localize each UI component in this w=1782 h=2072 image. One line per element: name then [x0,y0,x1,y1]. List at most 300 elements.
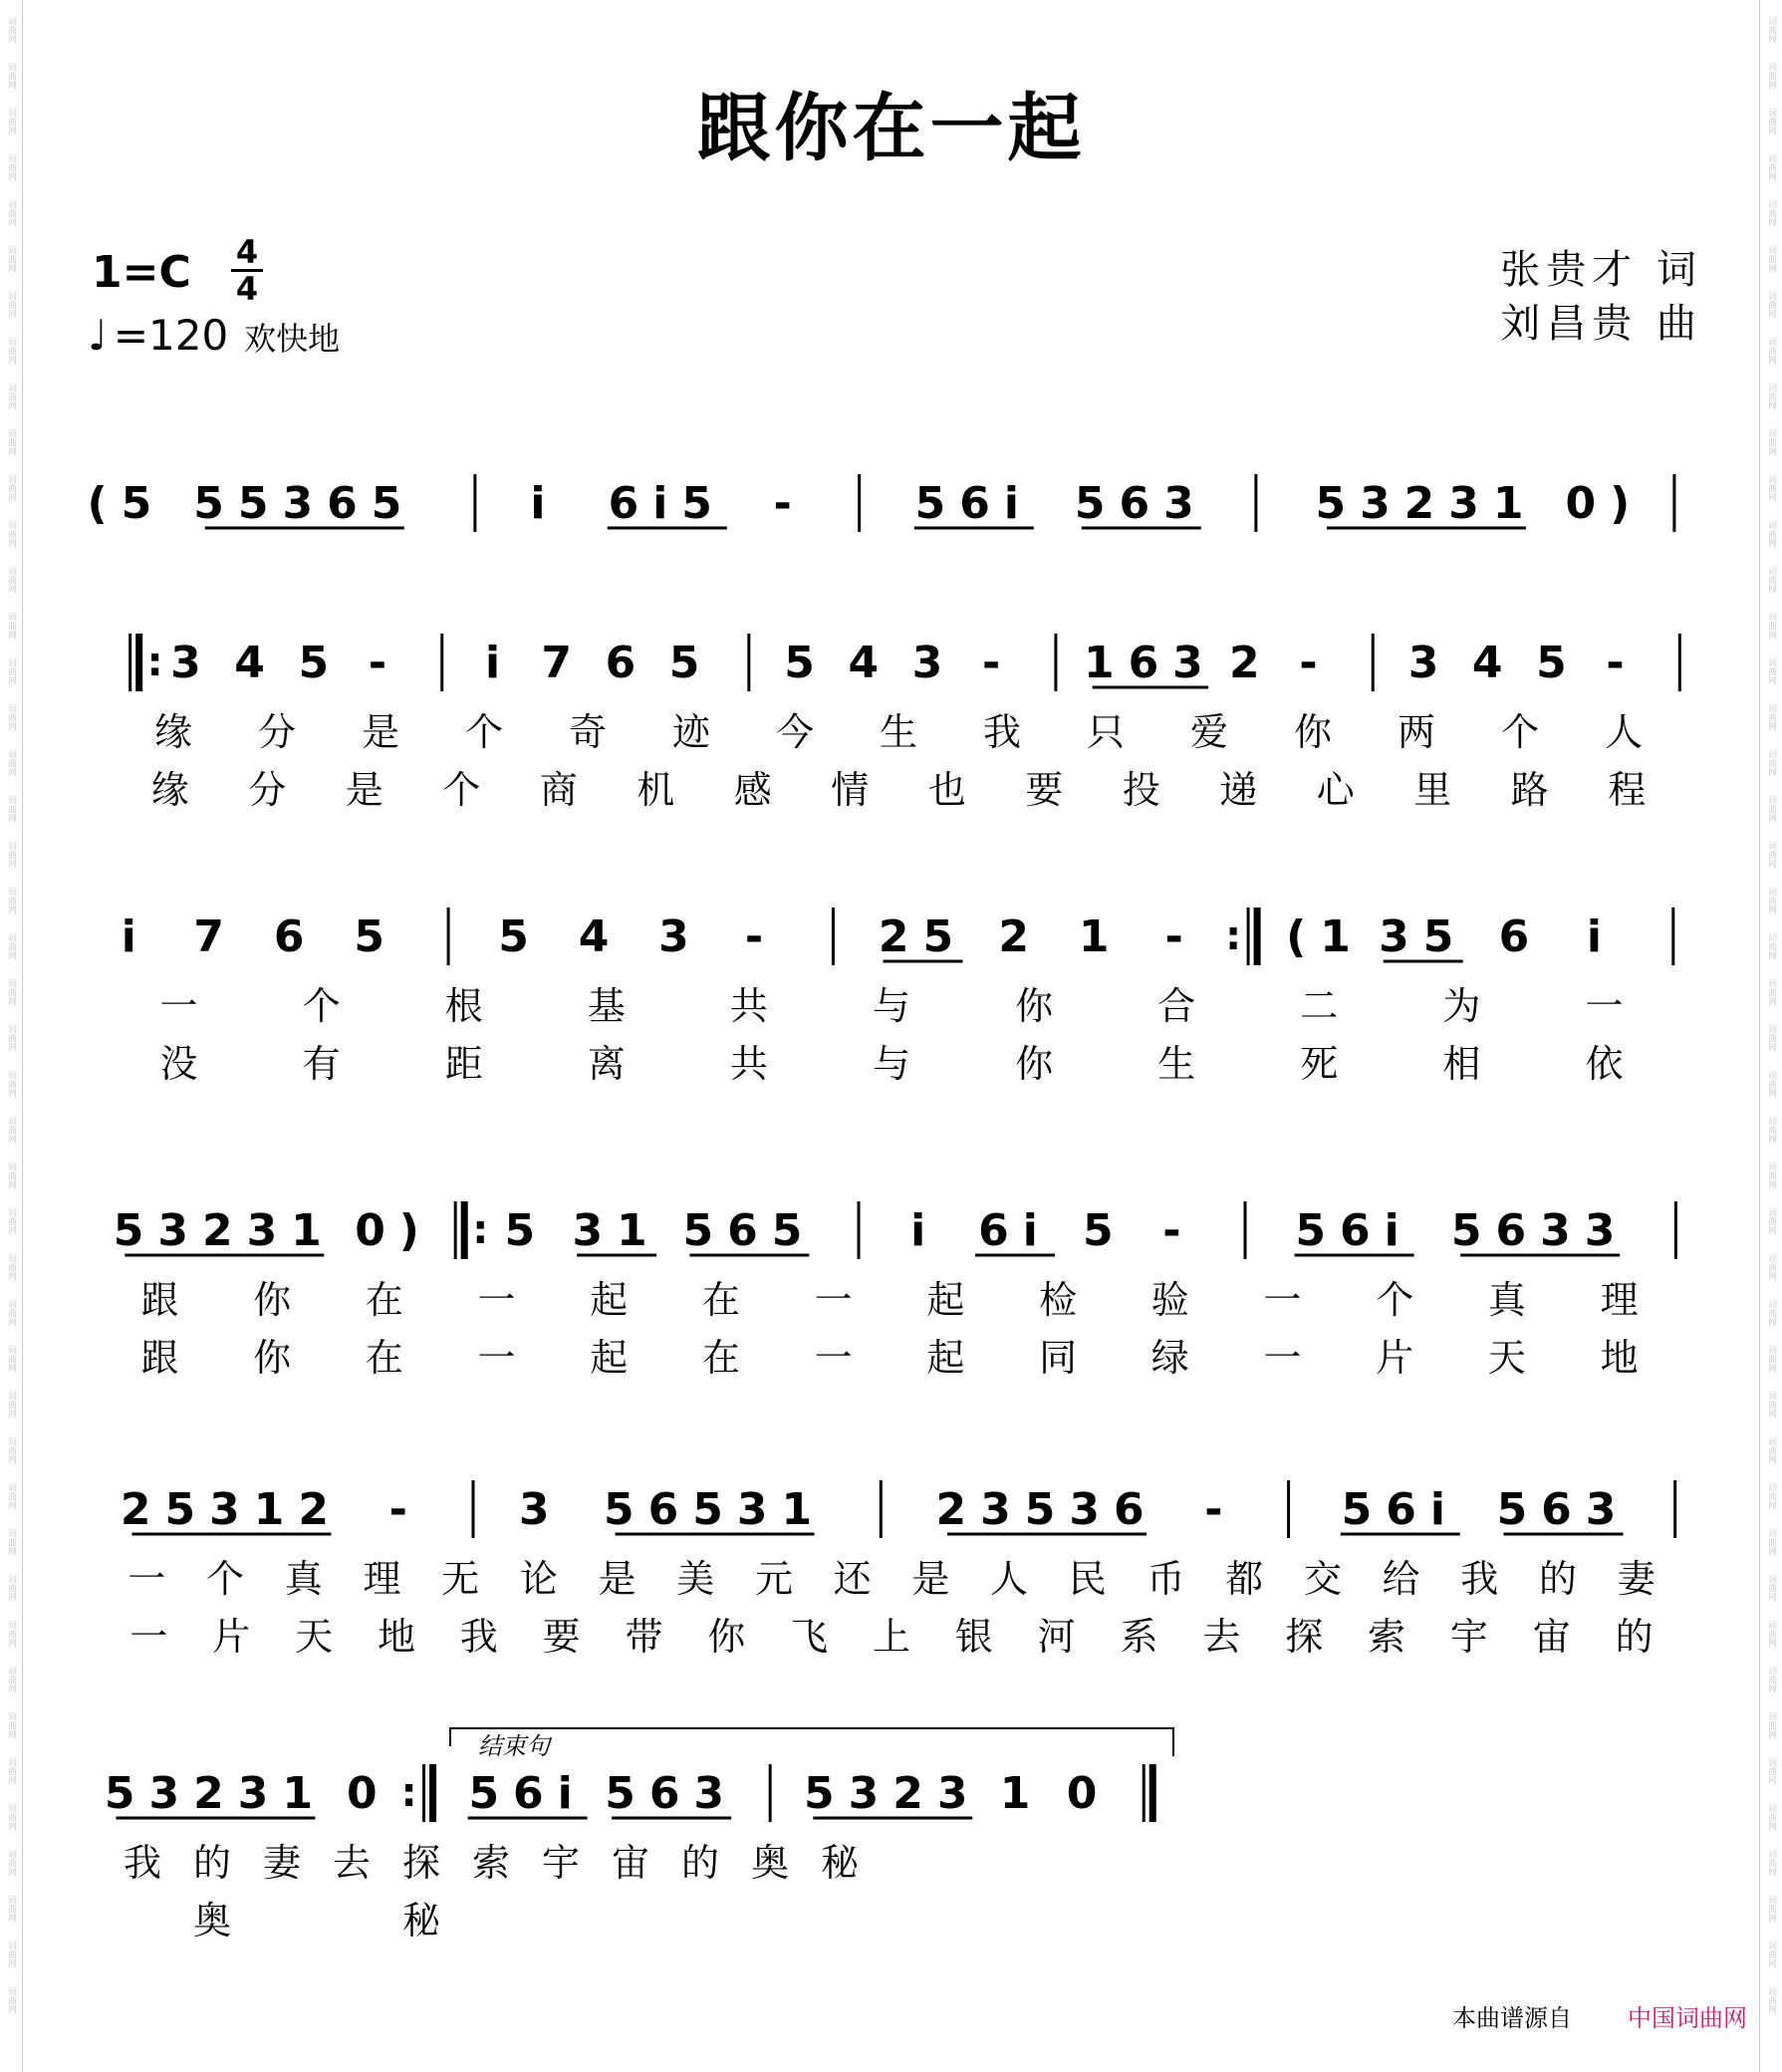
right-watermark: 词曲网 [1766,703,1776,731]
lyric-char: 币 [1146,1557,1185,1601]
right-watermark: 词曲网 [1766,749,1776,777]
right-watermark: 词曲网 [1766,1528,1776,1556]
lyric-char: 与 [872,984,911,1028]
note-group: 1 [999,1768,1045,1819]
lyric-char: 的 [1615,1615,1654,1659]
lyric-char: 依 [1585,1042,1624,1086]
left-watermark: 词曲网 [6,1207,16,1235]
lyric-char: 一 [127,1557,166,1601]
lyric-char: 的 [680,1841,720,1885]
lyric-char: 的 [1538,1557,1577,1601]
lyric-char: 起 [926,1278,965,1322]
left-watermark: 词曲网 [6,1757,16,1785]
lyric-char: 元 [754,1557,793,1601]
left-watermark: 词曲网 [6,1895,16,1923]
tempo-value: =120 [113,311,229,360]
lyric-char: 秘 [820,1841,860,1885]
repeat-end-dots: : [1225,913,1242,959]
lyric-char: 你 [253,1336,292,1380]
note-group: 6 [273,911,319,962]
right-watermark: 词曲网 [1766,1299,1776,1327]
note-group: 563 [1496,1484,1631,1535]
lyric-char: 飞 [790,1615,829,1659]
left-watermark: 词曲网 [6,978,16,1006]
note-group: 5 [298,638,344,688]
left-watermark: 词曲网 [6,749,16,777]
lyric-char: 上 [872,1615,911,1659]
right-watermark: 词曲网 [1766,1620,1776,1648]
lyric-char: 分 [257,710,297,754]
lyric-char: 是 [911,1557,950,1601]
lyric-char: 你 [1015,984,1054,1028]
right-watermark: 词曲网 [1766,291,1776,319]
left-watermark: 词曲网 [6,1803,16,1831]
note-group: 2 [998,911,1044,962]
lyric-char: 都 [1225,1557,1264,1601]
lyric-char: 论 [519,1557,558,1601]
note-group: 35 [1379,911,1468,962]
lyric-char: 路 [1510,768,1549,812]
note-group: 563 [1074,478,1208,529]
lyric-char: 检 [1039,1278,1078,1322]
right-watermark: 词曲网 [1766,1070,1776,1098]
lyric-char: 给 [1382,1557,1420,1601]
lyric-char: 一 [1263,1336,1302,1380]
note-group: 31 [572,1205,661,1256]
left-watermark: 词曲网 [6,1345,16,1373]
lyric-char: 个 [206,1557,245,1601]
left-watermark: 词曲网 [6,245,16,273]
lyric-char: 为 [1442,984,1481,1028]
lyric-char: 生 [879,710,918,754]
left-watermark: 词曲网 [6,1528,16,1556]
lyric-char: 天 [295,1615,334,1659]
right-watermark: 词曲网 [1766,566,1776,594]
left-watermark: 词曲网 [6,16,16,44]
lyric-char: 地 [1600,1336,1639,1380]
lyric-char: 一 [1263,1278,1302,1322]
note-group: 53231 [113,1205,336,1256]
note-group: 5 [354,911,398,962]
song-title: 跟你在一起 [696,86,1086,171]
note-group: 4 [578,911,624,962]
note-group: 55365 [193,478,416,529]
note-group: - [368,638,401,688]
lyric-char: 在 [365,1336,403,1380]
note-group: - [1164,911,1197,962]
note-group: 6 [605,638,650,688]
lyric-char: 相 [1442,1042,1481,1086]
note-group: - [1299,638,1332,688]
left-watermark: 词曲网 [6,657,16,685]
right-watermark: 词曲网 [1766,1803,1776,1831]
lyric-char: 片 [212,1615,251,1659]
left-watermark: 词曲网 [6,1162,16,1189]
note-group: 1 [1078,911,1124,962]
lyric-char: 商 [539,768,578,812]
note-group: 163 [1083,638,1217,688]
lyric-char: 一 [477,1336,516,1380]
note-group: 5323 [804,1768,982,1819]
lyric-char: 投 [1122,768,1160,812]
note-group: - [388,1484,421,1535]
lyric-char: 真 [284,1557,323,1601]
lyric-char: 共 [729,1042,768,1086]
lyric-char: 一 [477,1278,516,1322]
note-group: 6i5 [608,478,726,529]
note-group: - [1606,638,1639,688]
note-group: 53231 [104,1768,327,1819]
right-watermark: 词曲网 [1766,841,1776,869]
lyric-char: 根 [444,984,483,1028]
lyric-char: 是 [598,1557,636,1601]
lyric-char: 天 [1487,1336,1526,1380]
lyric-char: 跟 [140,1278,179,1322]
note-group: 56i [1341,1484,1459,1535]
left-watermark: 词曲网 [6,703,16,731]
note-group: - [1162,1205,1195,1256]
ending-label: 结束句 [478,1732,550,1760]
right-watermark: 词曲网 [1766,795,1776,823]
lyric-char: 的 [192,1841,232,1885]
lyric-char: 情 [831,768,870,812]
lyric-char: 爱 [1189,710,1229,754]
note-group: i [1586,911,1616,962]
lyric-char: 递 [1219,768,1258,812]
lyric-char: 奇 [568,710,608,754]
lyric-char: 要 [542,1615,581,1659]
right-watermark: 词曲网 [1766,16,1776,44]
note-group: 3 [518,1484,564,1535]
left-watermark: 词曲网 [6,612,16,640]
lyric-char: 距 [444,1042,483,1086]
lyric-char: 宙 [1532,1615,1571,1659]
right-watermark: 词曲网 [1766,932,1776,960]
note-group: 56i [1295,1205,1413,1256]
lyric-char: 片 [1376,1336,1414,1380]
lyric-char: 同 [1039,1336,1078,1380]
note-group: 0) [355,1205,433,1256]
note-group: 23536 [935,1484,1158,1535]
lyric-char: 还 [833,1557,872,1601]
lyric-char: 个 [1376,1278,1414,1322]
right-watermark: 词曲网 [1766,1849,1776,1877]
lyric-char: 我 [1460,1557,1499,1601]
lyric-char: 妻 [262,1841,302,1885]
lyric-char: 你 [1015,1042,1054,1086]
left-watermark: 词曲网 [6,1574,16,1602]
note-group: 53231 [1315,478,1538,529]
lyric-char: 没 [159,1042,198,1086]
time-signature-bottom: 4 [235,270,259,308]
composer-credit: 刘昌贵 曲 [1500,301,1702,347]
right-watermark: 词曲网 [1766,1345,1776,1373]
note-group: (1 [1286,911,1365,962]
lyric-char: 跟 [140,1336,179,1380]
note-group: - [773,478,806,529]
lyric-char: 理 [1600,1278,1639,1322]
left-watermark: 词曲网 [6,62,16,90]
lyric-char: 人 [1604,710,1644,754]
lyric-char: 起 [590,1278,629,1322]
note-group: - [982,638,1015,688]
lyric-char: 有 [302,1042,341,1086]
right-watermark: 词曲网 [1766,199,1776,227]
expression-mark: 欢快地 [244,320,341,358]
right-watermark: 词曲网 [1766,1024,1776,1052]
lyric-char: 美 [676,1557,715,1601]
lyric-char: 在 [365,1278,403,1322]
lyric-char: 去 [332,1841,372,1885]
lyric-char: 一 [814,1336,853,1380]
note-group: i [121,911,150,962]
lyric-char: 宙 [611,1841,650,1885]
note-group: 0 [347,1768,391,1819]
lyric-char: 程 [1608,768,1647,812]
lyric-char: 索 [471,1841,511,1885]
left-watermark: 词曲网 [6,1941,16,1968]
note-group: 5633 [1450,1205,1630,1256]
left-watermark: 词曲网 [6,1116,16,1144]
left-watermark: 词曲网 [6,383,16,410]
right-watermark: 词曲网 [1766,383,1776,410]
lyric-char: 要 [1025,768,1064,812]
left-watermark: 词曲网 [6,1482,16,1510]
lyric-char: 理 [363,1557,401,1601]
note-group: 56i [468,1768,587,1819]
left-watermark: 词曲网 [6,1711,16,1739]
right-watermark: 词曲网 [1766,153,1776,181]
left-watermark: 词曲网 [6,337,16,365]
note-group: 3 [911,638,957,688]
left-watermark: 词曲网 [6,108,16,135]
note-group: 565 [682,1205,817,1256]
lyric-char: 在 [701,1336,740,1380]
left-watermark: 词曲网 [6,1436,16,1464]
note-group: 4 [848,638,893,688]
left-watermark: 词曲网 [6,199,16,227]
right-watermark: 词曲网 [1766,1757,1776,1785]
lyric-char: 探 [1285,1615,1324,1659]
right-watermark: 词曲网 [1766,337,1776,365]
lyric-char: 宇 [541,1841,581,1885]
lyric-char: 缘 [150,768,189,812]
right-watermark: 词曲网 [1766,1574,1776,1602]
lyric-char: 起 [926,1336,965,1380]
lyric-char: 在 [701,1278,740,1322]
left-watermark: 词曲网 [6,1070,16,1098]
lyric-char: 无 [441,1557,480,1601]
lyric-char: 今 [775,710,815,754]
right-watermark: 词曲网 [1766,1436,1776,1464]
note-group: 3 [658,911,703,962]
right-watermark: 词曲网 [1766,1116,1776,1144]
left-watermark: 词曲网 [6,1024,16,1052]
lyric-char: 个 [1500,710,1540,754]
note-group: 5 [784,638,829,688]
lyric-char: 你 [1293,710,1333,754]
lyric-char: 民 [1068,1557,1107,1601]
left-watermark: 词曲网 [6,428,16,456]
left-watermark: 词曲网 [6,566,16,594]
lyric-char: 里 [1413,768,1452,812]
right-watermark: 词曲网 [1766,1711,1776,1739]
left-watermark: 词曲网 [6,887,16,914]
lyric-char: 带 [625,1615,663,1659]
note-group: i [910,1205,940,1256]
note-group: 7 [541,638,587,688]
lyric-char: 验 [1150,1278,1189,1322]
footer-source-label: 本曲谱源自 [1452,2004,1572,2032]
lyric-char: 与 [872,1042,911,1086]
lyric-char: 个 [464,710,504,754]
right-watermark: 词曲网 [1766,245,1776,273]
right-watermark: 词曲网 [1766,1253,1776,1281]
lyric-char: 奥 [192,1899,232,1942]
left-watermark: 词曲网 [6,291,16,319]
lyric-char: 一 [159,984,198,1028]
lyric-char: 生 [1157,1042,1196,1086]
ending-bracket [450,1728,1173,1756]
repeat-start-dots: : [146,640,163,685]
right-watermark: 词曲网 [1766,887,1776,914]
footer-site-link[interactable]: 中国词曲网 [1628,2004,1747,2032]
right-watermark: 词曲网 [1766,474,1776,502]
left-watermark: 词曲网 [6,1299,16,1327]
lyric-char: 一 [1585,984,1624,1028]
lyric-char: 离 [587,1042,626,1086]
lyric-char: 心 [1316,768,1355,812]
right-watermark: 词曲网 [1766,108,1776,135]
quarter-note-icon: ♩ [88,311,108,360]
note-group: 0 [1066,1768,1112,1819]
lyric-char: 共 [729,984,768,1028]
lyric-char: 秘 [401,1899,441,1942]
lyric-char: 个 [302,984,341,1028]
note-group: 6 [1498,911,1544,962]
left-watermark: 词曲网 [6,841,16,869]
lyric-char: 人 [990,1557,1029,1601]
lyric-char: 感 [733,768,772,812]
lyric-char: 去 [1202,1615,1241,1659]
lyric-char: 合 [1157,984,1196,1028]
note-group: 25312 [120,1484,343,1535]
lyric-char: 只 [1086,710,1126,754]
note-group: i [484,638,515,688]
note-group: 5 [498,911,543,962]
lyric-char: 缘 [153,710,193,754]
lyric-char: 绿 [1150,1336,1189,1380]
repeat-end-dots: : [400,1770,417,1816]
note-group: 0) [1565,478,1645,529]
lyric-char: 宇 [1449,1615,1488,1659]
right-watermark: 词曲网 [1766,520,1776,548]
lyric-char: 基 [587,984,626,1028]
lyric-char: 你 [707,1615,746,1659]
right-watermark: 词曲网 [1766,657,1776,685]
lyric-char: 索 [1368,1615,1406,1659]
lyric-char: 一 [129,1615,168,1659]
key-signature: 1=C [92,247,191,298]
right-watermark: 词曲网 [1766,1207,1776,1235]
lyric-char: 地 [377,1615,415,1659]
right-watermark: 词曲网 [1766,1391,1776,1419]
left-watermark: 词曲网 [6,1666,16,1693]
note-group: 5 [668,638,714,688]
lyric-char: 两 [1397,710,1436,754]
right-watermark: 词曲网 [1766,1895,1776,1923]
lyric-char: 一 [814,1278,853,1322]
left-watermark: 词曲网 [6,153,16,181]
left-watermark: 词曲网 [6,1986,16,2014]
right-watermark: 词曲网 [1766,1666,1776,1693]
lyric-char: 我 [123,1841,162,1885]
note-group: 5 [504,1205,550,1256]
lyric-char: 机 [636,768,675,812]
note-group: 2 [1228,638,1274,688]
lyric-char: 探 [401,1841,441,1885]
lyric-char: 是 [345,768,383,812]
time-signature-top: 4 [235,233,259,271]
lyric-char: 迹 [671,710,711,754]
lyric-char: 个 [442,768,481,812]
left-watermark: 词曲网 [6,1620,16,1648]
note-group: (5 [87,478,166,529]
left-watermark: 词曲网 [6,520,16,548]
note-group: 4 [234,638,279,688]
repeat-start-dots: : [472,1207,489,1253]
right-watermark: 词曲网 [1766,1482,1776,1510]
note-group: 25 [878,911,968,962]
lyric-char: 我 [982,710,1022,754]
lyric-char: 妻 [1617,1557,1655,1601]
lyric-char: 死 [1300,1042,1339,1086]
lyric-char: 交 [1303,1557,1342,1601]
lyric-char: 河 [1037,1615,1076,1659]
lyric-char: 系 [1120,1615,1158,1659]
note-group: 56531 [603,1484,827,1535]
left-watermark: 词曲网 [6,795,16,823]
lyric-char: 是 [361,710,400,754]
right-watermark: 词曲网 [1766,1941,1776,1968]
lyric-char: 也 [927,768,966,812]
lyric-char: 二 [1300,984,1339,1028]
lyric-char: 我 [459,1615,498,1659]
right-watermark: 词曲网 [1766,612,1776,640]
note-group: 3 [1407,638,1453,688]
note-group: i [530,478,560,529]
lyric-char: 你 [253,1278,292,1322]
left-watermark: 词曲网 [6,1391,16,1419]
note-group: 3 [170,638,215,688]
lyric-char: 真 [1487,1278,1526,1322]
note-group: 6i [978,1205,1052,1256]
left-watermark: 词曲网 [6,1849,16,1877]
right-watermark: 词曲网 [1766,1162,1776,1189]
left-watermark: 词曲网 [6,932,16,960]
note-group: 5 [1083,1205,1128,1256]
right-watermark: 词曲网 [1766,62,1776,90]
note-group: 563 [605,1768,739,1819]
note-group: 56i [914,478,1033,529]
note-group: 5 [1536,638,1581,688]
note-group: 4 [1471,638,1517,688]
right-watermark: 词曲网 [1766,978,1776,1006]
note-group: - [1204,1484,1237,1535]
lyric-char: 分 [248,768,287,812]
left-watermark: 词曲网 [6,474,16,502]
right-watermark: 词曲网 [1766,1986,1776,2014]
